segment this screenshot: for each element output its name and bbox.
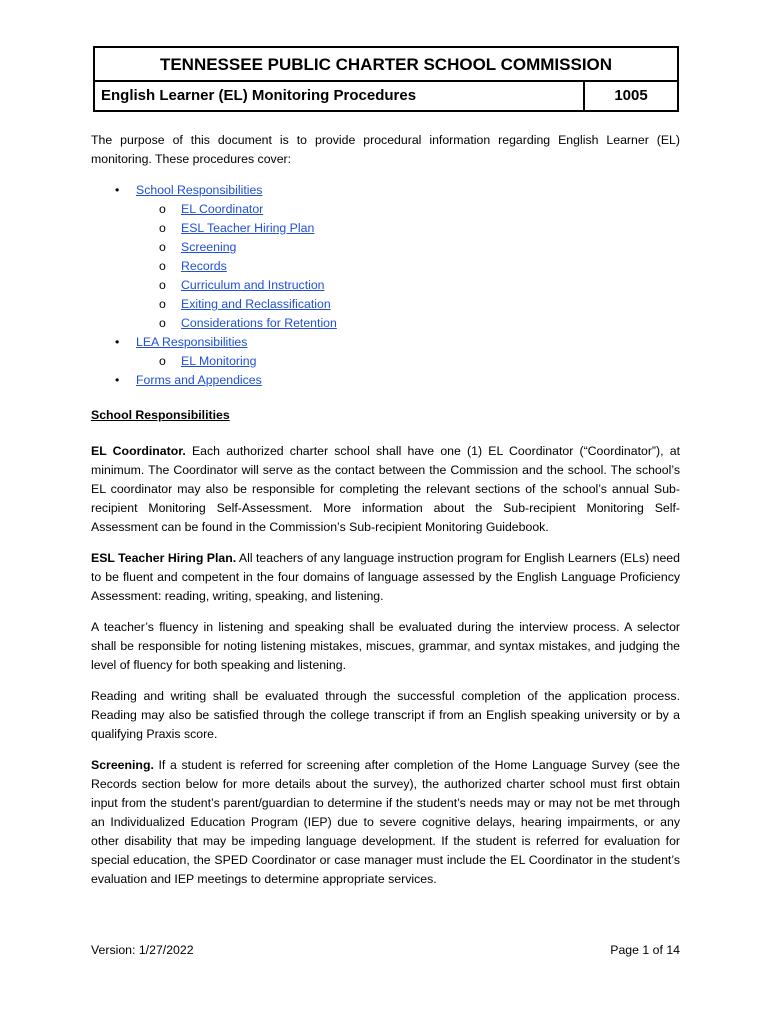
footer-version: Version: 1/27/2022 — [91, 943, 194, 957]
sub-bullet-icon: o — [159, 202, 166, 216]
toc-link-forms-and-appendices[interactable]: Forms and Appendices — [136, 373, 262, 387]
el-coordinator-label: EL Coordinator. — [91, 444, 186, 458]
document-header — [93, 46, 679, 112]
intro-paragraph: The purpose of this document is to provide procedural information regarding English Learner (EL) monitoring. These procedures cover: — [91, 133, 680, 166]
toc-item-lea — [91, 333, 680, 371]
toc-link-el-coordinator[interactable]: EL Coordinator — [181, 202, 264, 216]
table-of-contents — [91, 181, 680, 390]
toc-lea-sublist — [136, 352, 680, 371]
toc-link-lea-responsibilities[interactable]: LEA Responsibilities — [136, 335, 248, 349]
sub-bullet-icon: o — [159, 297, 166, 311]
screening-label: Screening. — [91, 758, 154, 772]
el-coordinator-text: Each authorized charter school shall have one (1) EL Coordinator (“Coordinator”), at minimum. The Coordinator will serve as the contact between the Commission and the school. The school’s EL coordinator may also be responsible for completing the relevant sections of the school’s annual Sub-recipient Monitoring Self-Assessment. More information about the Sub-recipient Monitoring Self-Assessment can be found in the Commission’s Sub-recipient Monitoring Guidebook. — [91, 444, 680, 534]
toc-link-el-monitoring[interactable]: EL Monitoring — [181, 354, 257, 368]
toc-school-sublist — [136, 200, 680, 333]
bullet-icon: • — [115, 183, 120, 197]
sub-bullet-icon: o — [159, 354, 166, 368]
screening-text: If a student is referred for screening after completion of the Home Language Survey (see the Records section below for more details about the survey), the authorized charter school must first obtain input from the student’s parent/guardian to determine if the student’s needs may or may not be met through an Individualized Education Program (IEP) due to severe cognitive delays, hearing impairments, or any other disability that may be impeding language development. If the student is referred for evaluation for special education, the SPED Coordinator or case manager must include the EL Coordinator in the student’s evaluation and IEP meetings to determine appropriate services. — [91, 758, 680, 886]
bullet-icon: • — [115, 373, 120, 387]
toc-link-school-responsibilities[interactable]: School Responsibilities — [136, 183, 263, 197]
sub-bullet-icon: o — [159, 240, 166, 254]
el-coordinator-paragraph — [91, 442, 680, 537]
header-title: TENNESSEE PUBLIC CHARTER SCHOOL COMMISSION — [95, 48, 677, 82]
section-heading: School Responsibilities — [91, 408, 230, 422]
esl-hiring-text: All teachers of any language instruction program for English Learners (ELs) need to be fluent and competent in the four domains of language assessed by the English Language Proficiency Assessment: reading, writing, speaking, and listening. — [91, 551, 680, 603]
fluency-paragraph: A teacher’s fluency in listening and speaking shall be evaluated during the interview process. A selector shall be responsible for noting listening mistakes, miscues, grammar, and syntax mistakes, and judging the level of fluency for both speaking and listening. — [91, 620, 680, 672]
toc-link-curriculum-and-instruction[interactable]: Curriculum and Instruction — [181, 278, 325, 292]
header-subtitle: English Learner (EL) Monitoring Procedures — [95, 82, 585, 110]
toc-link-screening[interactable]: Screening — [181, 240, 237, 254]
header-number: 1005 — [614, 87, 648, 104]
sub-bullet-icon: o — [159, 259, 166, 273]
footer-page-number: Page 1 of 14 — [610, 943, 680, 957]
screening-paragraph — [91, 756, 680, 889]
toc-link-esl-teacher-hiring-plan[interactable]: ESL Teacher Hiring Plan — [181, 221, 315, 235]
bullet-icon: • — [115, 335, 120, 349]
sub-bullet-icon: o — [159, 316, 166, 330]
toc-item-school — [91, 181, 680, 333]
toc-link-considerations-for-retention[interactable]: Considerations for Retention — [181, 316, 337, 330]
toc-link-exiting-and-reclassification[interactable]: Exiting and Reclassification — [181, 297, 331, 311]
sub-bullet-icon: o — [159, 221, 166, 235]
reading-writing-paragraph: Reading and writing shall be evaluated through the successful completion of the application process. Reading may also be satisfied through the college transcript if from an English speaking university or by a qualifying Praxis score. — [91, 689, 680, 741]
document-body — [91, 131, 680, 901]
toc-link-records[interactable]: Records — [181, 259, 227, 273]
esl-hiring-label: ESL Teacher Hiring Plan. — [91, 551, 237, 565]
esl-hiring-paragraph — [91, 549, 680, 606]
header-row — [95, 82, 677, 110]
sub-bullet-icon: o — [159, 278, 166, 292]
toc-item-forms — [91, 371, 680, 390]
